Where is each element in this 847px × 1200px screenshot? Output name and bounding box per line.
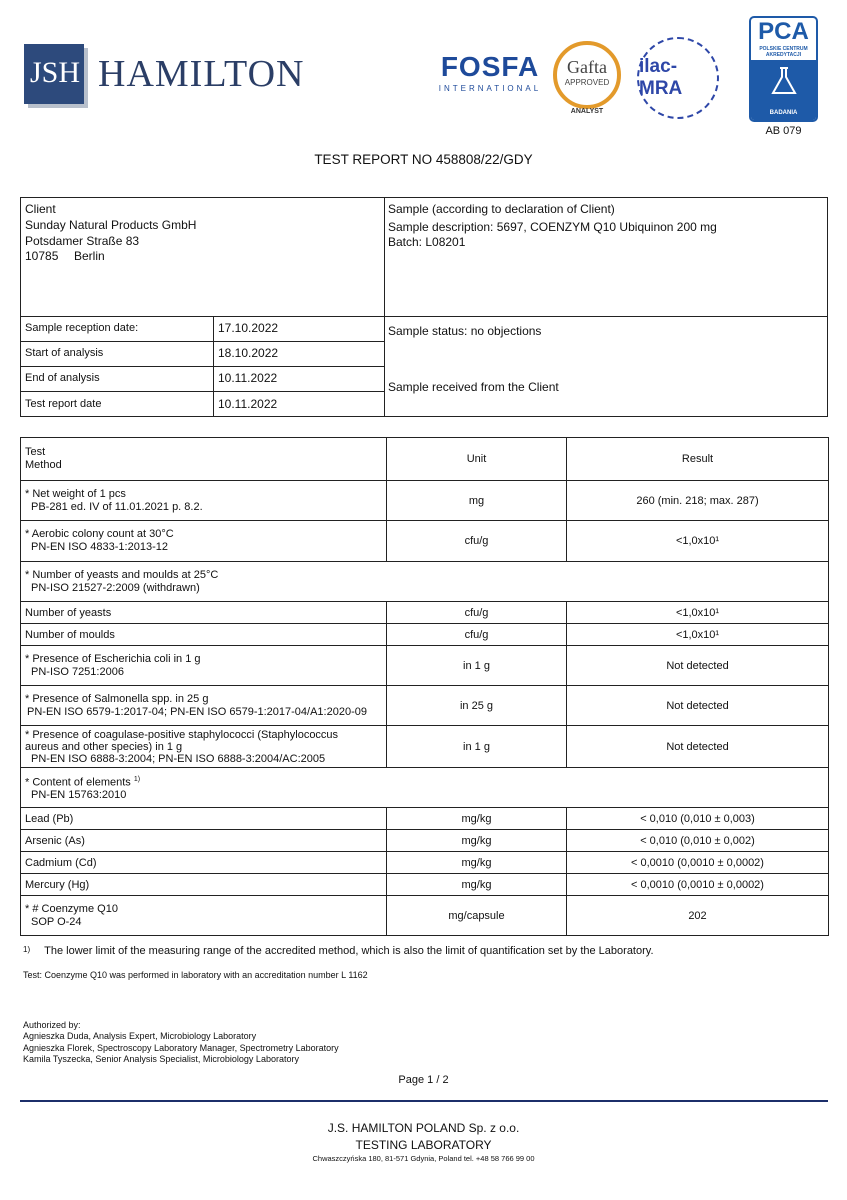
authorized-block [23, 1020, 339, 1065]
table-row [21, 726, 829, 768]
fosfa-subtitle: INTERNATIONAL [438, 84, 542, 93]
test-name: Mercury (Hg) [21, 874, 387, 896]
result-cell: < 0,0010 (0,0010 ± 0,0002) [567, 852, 829, 874]
unit-cell: cfu/g [387, 624, 567, 646]
unit-cell: mg/capsule [387, 896, 567, 936]
date-value: 10.11.2022 [218, 397, 278, 411]
unit-cell: cfu/g [387, 602, 567, 624]
date-label: Test report date [25, 398, 102, 410]
result-cell: < 0,010 (0,010 ± 0,002) [567, 830, 829, 852]
result-cell: < 0,0010 (0,0010 ± 0,0002) [567, 874, 829, 896]
date-value: 10.11.2022 [218, 371, 278, 385]
table-header [21, 438, 829, 481]
footer-lab: TESTING LABORATORY [355, 1138, 492, 1152]
pca-badania: BADANIA [769, 110, 798, 116]
unit-cell: mg/kg [387, 808, 567, 830]
flask-icon [767, 66, 801, 96]
client-label: Client [25, 202, 56, 216]
ilac-mra-wordmark: ilac-MRA [639, 56, 683, 99]
table-row [21, 852, 829, 874]
date-label: Sample reception date: [25, 322, 139, 334]
footer-company: J.S. HAMILTON POLAND Sp. z o.o. [327, 1121, 520, 1135]
sample-received: Sample received from the Client [388, 380, 559, 394]
test-name: Number of yeasts [21, 602, 387, 624]
client-postcode: 10785 [25, 249, 59, 263]
test-method: PN-ISO 7251:2006 [31, 665, 124, 678]
test-method: PN-EN ISO 6888-3:2004; PN-EN ISO 6888-3:2004/AC:2005 [31, 752, 326, 765]
table-row [21, 602, 829, 624]
test-name: Cadmium (Cd) [21, 852, 387, 874]
test-name: Lead (Pb) [21, 808, 387, 830]
gafta-analyst: ANALYST [570, 108, 604, 115]
test-name: * Presence of coagulase-positive staphylococci (Staphylococcus [25, 728, 339, 741]
table-row [21, 481, 829, 521]
authorized-person: Agnieszka Florek, Spectroscopy Laboratory Manager, Spectrometry Laboratory [23, 1042, 339, 1053]
result-cell: 260 (min. 218; max. 287) [567, 481, 829, 521]
client-sample-box [20, 197, 828, 417]
result-cell: 202 [567, 896, 829, 936]
col-unit: Unit [387, 438, 567, 481]
test-name: * Aerobic colony count at 30°C [25, 528, 174, 540]
gafta-logo [553, 41, 621, 109]
test-name-line [25, 773, 824, 790]
date-label: Start of analysis [25, 347, 104, 359]
col-result: Result [567, 438, 829, 481]
sample-batch: Batch: L08201 [388, 235, 466, 249]
test-method: PN-EN 15763:2010 [31, 789, 127, 802]
test-name: * Presence of Salmonella spp. in 25 g [25, 692, 209, 705]
table-row [21, 808, 829, 830]
footnote-ref: 1) [133, 775, 141, 783]
test-name: * Number of yeasts and moulds at 25°C [25, 568, 219, 581]
authorized-label: Authorized by: [23, 1020, 81, 1030]
table-row [21, 896, 829, 936]
unit-cell: mg/kg [387, 852, 567, 874]
table-row [21, 686, 829, 726]
test-method: PN-ISO 21527-2:2009 (withdrawn) [31, 581, 200, 594]
unit-cell: in 1 g [387, 726, 567, 768]
test-method: PB-281 ed. IV of 11.01.2021 p. 8.2. [31, 500, 203, 513]
date-value: 17.10.2022 [218, 321, 279, 335]
table-row [21, 624, 829, 646]
sample-heading: Sample (according to declaration of Client) [388, 202, 615, 216]
unit-cell: in 25 g [387, 686, 567, 726]
pca-subtitle: POLSKIE CENTRUM AKREDYTACJI [759, 46, 808, 58]
test-cell [21, 646, 387, 686]
test-name: Number of moulds [21, 624, 387, 646]
jsh-monogram [24, 44, 84, 104]
jsh-monogram-text: JSH [30, 56, 81, 89]
test-name: * # Coenzyme Q10 [25, 902, 118, 915]
authorized-person: Agnieszka Duda, Analysis Expert, Microbiology Laboratory [23, 1031, 257, 1042]
unit-cell: cfu/g [387, 521, 567, 562]
unit-cell: in 1 g [387, 646, 567, 686]
footnote [23, 945, 654, 957]
gafta-approved: APPROVED [564, 78, 610, 87]
hamilton-wordmark: HAMILTON [98, 53, 305, 95]
test-group-cell [21, 562, 829, 602]
sample-status: Sample status: no objections [388, 324, 542, 338]
footer-divider [20, 1100, 828, 1102]
test-cell [21, 481, 387, 521]
authorized-person: Kamila Tyszecka, Senior Analysis Specialist, Microbiology Laboratory [23, 1053, 299, 1064]
test-name: * Content of elements [25, 776, 131, 789]
test-group-cell [21, 768, 829, 808]
client-city: Berlin [74, 249, 105, 263]
result-cell: Not detected [567, 686, 829, 726]
results-table [20, 437, 829, 936]
pca-flask-panel [751, 60, 816, 122]
fosfa-wordmark: FOSFA [440, 51, 540, 82]
result-cell: <1,0x10¹ [567, 624, 829, 646]
accreditation-code: AB 079 [765, 125, 802, 137]
test-cell [21, 896, 387, 936]
footnote-text: The lower limit of the measuring range of the accredited method, which is also the limit of quantification set by the Laboratory. [44, 945, 654, 957]
test-name: Arsenic (As) [21, 830, 387, 852]
table-row-group [21, 562, 829, 602]
col-test-method [21, 438, 387, 481]
hamilton-logo [24, 44, 304, 104]
client-name: Sunday Natural Products GmbH [25, 218, 197, 232]
unit-cell: mg/kg [387, 874, 567, 896]
unit-cell: mg/kg [387, 830, 567, 852]
test-cell [21, 726, 387, 768]
test-cell [21, 521, 387, 562]
test-method: PN-EN ISO 6579-1:2017-04; PN-EN ISO 6579-1:2017-04/A1:2020-09 [27, 705, 367, 718]
unit-cell: mg [387, 481, 567, 521]
table-row [21, 646, 829, 686]
test-name: * Net weight of 1 pcs [25, 487, 126, 500]
test-method: SOP O-24 [31, 915, 82, 928]
test-method: PN-EN ISO 4833-1:2013-12 [31, 541, 168, 553]
result-cell: Not detected [567, 646, 829, 686]
pca-wordmark: PCA [758, 18, 809, 45]
result-cell: <1,0x10¹ [567, 521, 829, 562]
client-street: Potsdamer Straße 83 [25, 234, 140, 248]
table-row [21, 830, 829, 852]
date-value: 18.10.2022 [218, 346, 279, 360]
gafta-wordmark: Gafta [567, 57, 607, 77]
col-test-label: Test [25, 446, 46, 458]
table-row-group [21, 768, 829, 808]
pca-logo [749, 16, 818, 122]
ilac-mra-logo [637, 37, 719, 119]
test-name: * Presence of Escherichia coli in 1 g [25, 652, 201, 665]
test-cell [21, 686, 387, 726]
page-number: Page 1 / 2 [398, 1074, 449, 1086]
result-cell: < 0,010 (0,010 ± 0,003) [567, 808, 829, 830]
result-cell: Not detected [567, 726, 829, 768]
sample-description: Sample description: 5697, COENZYM Q10 Ubiquinon 200 mg [388, 220, 717, 234]
test-note: Test: Coenzyme Q10 was performed in laboratory with an accreditation number L 1162 [23, 970, 368, 980]
footer-address: Chwaszczyńska 180, 81-571 Gdynia, Poland tel. +48 58 766 99 00 [312, 1154, 535, 1163]
footnote-mark: 1) [23, 945, 31, 954]
report-title: TEST REPORT NO 458808/22/GDY [314, 152, 533, 167]
fosfa-logo [437, 53, 543, 93]
test-name-cont: aureus and other species) in 1 g [25, 740, 183, 753]
table-row [21, 874, 829, 896]
date-label: End of analysis [25, 372, 100, 384]
col-method-label: Method [25, 459, 62, 471]
table-row [21, 521, 829, 562]
result-cell: <1,0x10¹ [567, 602, 829, 624]
